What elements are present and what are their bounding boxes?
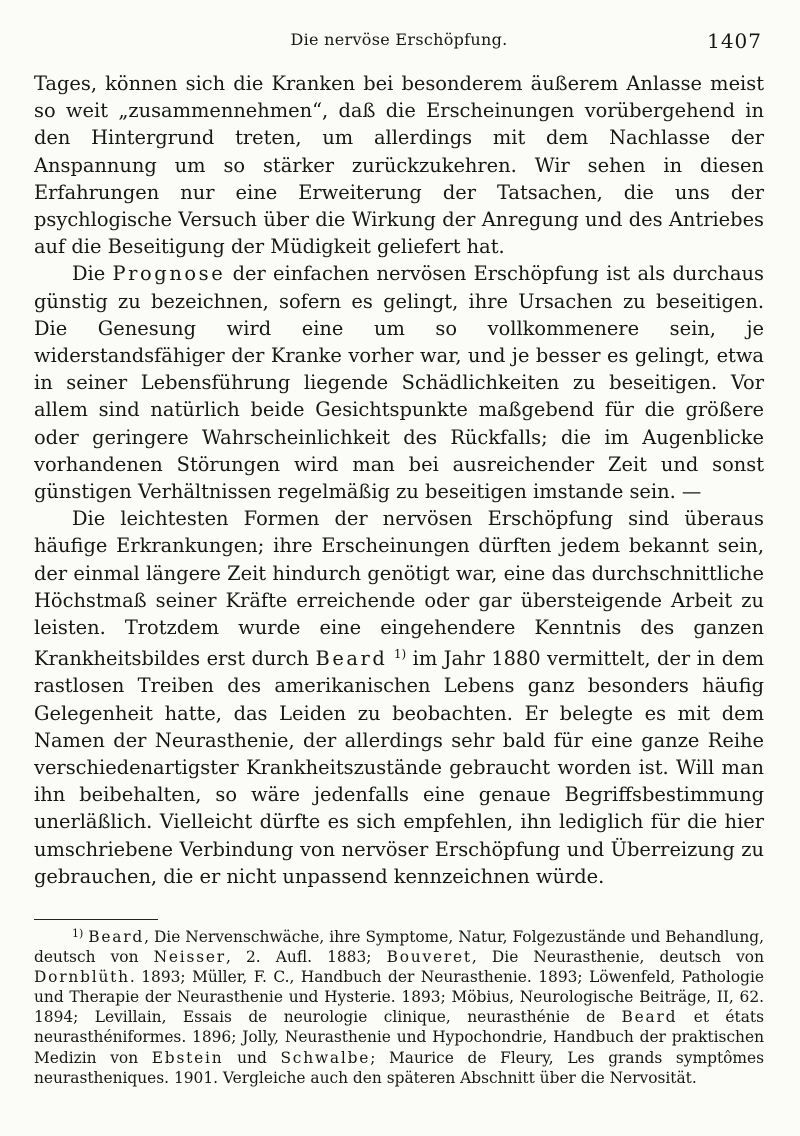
spaced-keyword-prognose: Prognose	[112, 262, 226, 286]
footnote-text: , Pathologie und Therapie der Neurasthenie und Hysterie. 1893;	[34, 968, 765, 1007]
page-header	[34, 30, 764, 54]
paragraph-rest: der einfachen nervösen Erschöpfung ist als durchaus günstig zu bezeichnen, sofern es gelingt, ihre Ursachen zu beseitigen. Die Genesung wird eine um so vollkommenere sein, je widerstandsfähiger der Kranke vorher war, und je besser es gelingt, etwa in seiner Lebensführung liegende Schädlichkeiten zu beseitigen. Vor allem sind natürlich beide Gesichtspunkte maßgebend für die größere oder geringere Wahrscheinlichkeit des Rückfalls; die im Augenblicke vorhandenen Störungen wird man bei ausreichender Zeit und sonst günstigen Verhältnissen regelmäßig zu beseitigen imstande sein. —	[34, 262, 764, 504]
paragraph-lead: Die leichtesten Formen der nervösen Erschöpfung sind überaus häufige Erkrankungen; ihre Erscheinungen dürften jedem bekannt sein, der einmal längere Zeit hindurch genötigt war, eine das durchschnittliche Höchstmaß seiner Kräfte erreichende oder gar übersteigende Arbeit zu leisten. Trotzdem wurde eine eingehendere Kenntnis des ganzen Krankheitsbildes erst durch	[34, 507, 764, 671]
footnote-1	[34, 924, 764, 1088]
footnote-text: , 2. Aufl. 1883;	[225, 948, 387, 967]
footnote-reference: 1)	[393, 647, 407, 662]
footnote-text: et états neurasthéniformes. 1896;	[34, 1008, 764, 1047]
footnote-author: Beard	[88, 928, 145, 946]
footnote-author: Bouveret	[386, 948, 472, 967]
footnote-author: Schwalbe	[280, 1048, 371, 1067]
footnote-divider	[34, 919, 158, 920]
paragraph-neurasthenie	[34, 505, 764, 890]
footnote-text: und	[223, 1048, 281, 1067]
footnote-author: Neisser	[153, 948, 226, 967]
footnote-author: Jolly	[242, 1028, 275, 1047]
footnote-text: , Handbuch der Neurasthenie. 1893;	[289, 968, 590, 987]
footnote-author: Müller, F. C.	[192, 968, 290, 987]
footnotes	[34, 924, 764, 1088]
footnote-text: . 1893;	[129, 968, 193, 987]
footnote-text: , Essais de neurologie clinique, neurasthénie de	[161, 1008, 622, 1027]
footnote-text: , Die Nervenschwäche, ihre Symptome, Natur, Folgezustände und Behandlung, deutsch von	[34, 928, 764, 967]
footnote-author: Möbius	[451, 988, 510, 1007]
main-text	[34, 70, 764, 890]
footnote-text: , Neurasthenie und Hypochondrie, Handbuch der praktischen Medizin von	[34, 1028, 764, 1067]
footnote-marker: 1)	[72, 927, 84, 940]
footnote-author: Löwenfeld	[589, 968, 671, 987]
footnote-text: , Neurologische Beiträge, II, 62. 1894;	[34, 988, 765, 1027]
footnote-author: Dornblüth	[34, 968, 130, 987]
footnote-author: Maurice de Fleury	[389, 1048, 549, 1067]
footnote-author: Beard	[621, 1008, 678, 1027]
footnote-author: Ebstein	[151, 1048, 224, 1067]
footnote-text: , Les grands symptômes neurastheniques. 1901. Vergleiche auch den späteren Abschnitt über die Nervosität.	[34, 1048, 764, 1087]
paragraph-lead: Die	[72, 262, 113, 286]
page-number: 1407	[707, 29, 762, 53]
running-title: Die nervöse Erschöpfung.	[290, 30, 508, 49]
paragraph-rest: im Jahr 1880 vermittelt, der in dem rastlosen Treiben des amerikanischen Lebens ganz besonders häufig Gelegenheit hatte, das Leiden zu beobachten. Er belegte es mit dem Namen der Neurasthenie, der allerdings sehr bald für eine ganze Reihe verschiedenartigster Krankheitszustände gebraucht worden ist. Will man ihn beibehalten, so wäre jedenfalls eine genaue Begriffsbestimmung unerläßlich. Vielleicht dürfte es sich empfehlen, ihn lediglich für die hier umschriebene Verbindung von nervöser Erschöpfung und Überreizung zu gebrauchen, die er nicht unpassend kennzeichnen würde.	[34, 647, 764, 888]
footnote-text: , Die Neurasthenie, deutsch von	[471, 948, 764, 967]
footnote-author: Levillain	[94, 1008, 162, 1027]
author-name-beard: Beard	[315, 647, 388, 671]
paragraph-prognose	[34, 260, 764, 505]
paragraph-continuation: Tages, können sich die Kranken bei besonderem äußerem Anlasse meist so weit „zusammennehmen“, daß die Erscheinungen vorübergehend in den Hintergrund treten, um allerdings mit dem Nachlasse der Anspannung um so stärker zurückzukehren. Wir sehen in diesen Erfahrungen nur eine Erweiterung der Tatsachen, die uns der psychlogische Versuch über die Wirkung der Anregung und des Antriebes auf die Beseitigung der Müdigkeit geliefert hat.	[34, 72, 764, 259]
footnote-text: ;	[370, 1048, 390, 1067]
